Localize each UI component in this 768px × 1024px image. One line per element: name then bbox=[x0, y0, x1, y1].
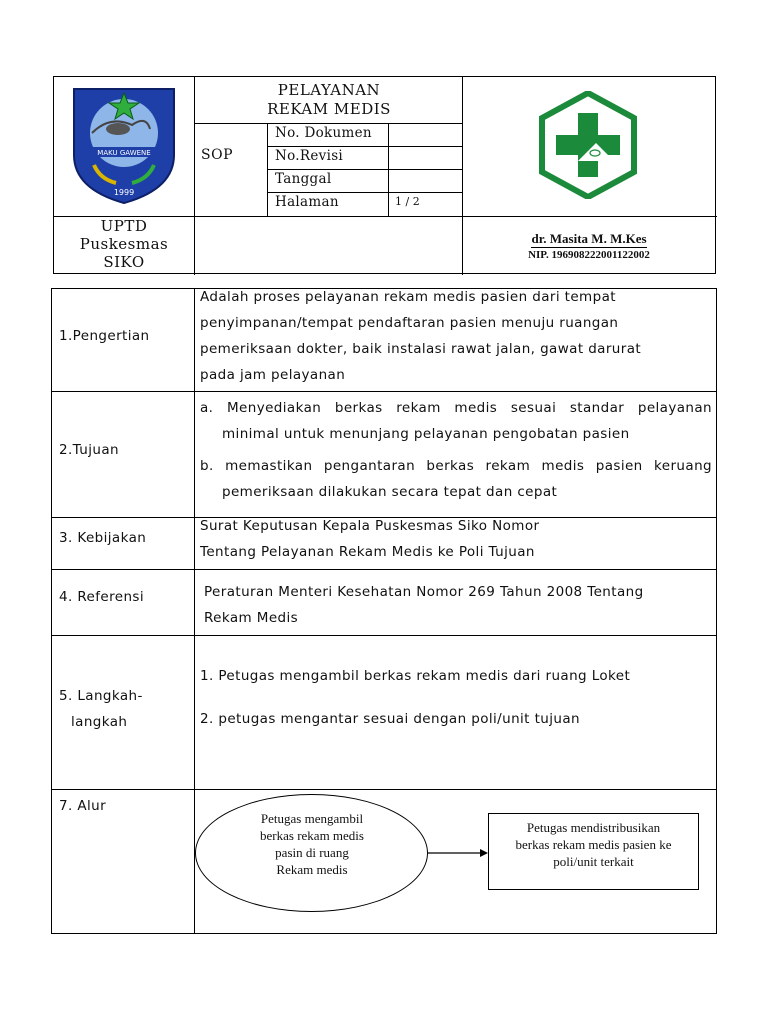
label-line: 5. Langkah- bbox=[59, 688, 143, 704]
header-divider bbox=[267, 146, 462, 147]
text-line: Rekam Medis bbox=[204, 610, 299, 626]
doc-field-label: No. Dokumen bbox=[275, 125, 372, 141]
header-divider bbox=[194, 77, 195, 275]
text-line: Petugas mengambil bbox=[260, 811, 364, 826]
section-label-kebijakan: 3. Kebijakan bbox=[59, 530, 147, 546]
column-divider bbox=[194, 289, 195, 933]
pengertian-text bbox=[200, 284, 712, 388]
doc-field-label: Tanggal bbox=[275, 171, 332, 187]
signatory-name-text: dr. Masita M. M.Kes bbox=[531, 231, 647, 246]
text-line: pada jam pelayanan bbox=[200, 367, 346, 383]
sop-header bbox=[53, 76, 716, 274]
header-divider bbox=[267, 192, 462, 193]
title-line: PELAYANAN bbox=[277, 81, 381, 99]
langkah-step-1: 1. Petugas mengambil berkas rekam medis dari ruang Loket bbox=[200, 668, 631, 684]
row-divider bbox=[52, 569, 716, 570]
flow-process-text bbox=[492, 819, 695, 870]
section-label-alur: 7. Alur bbox=[59, 798, 107, 814]
section-label-tujuan: 2.Tujuan bbox=[59, 442, 119, 458]
doc-field-value: 1 / 2 bbox=[395, 195, 420, 208]
text-line: pemeriksaan dokter, baik instalasi rawat jalan, gawat darurat bbox=[200, 341, 642, 357]
doc-field-label: Halaman bbox=[275, 194, 339, 210]
text-line: Rekam medis bbox=[276, 862, 348, 877]
text-line: b. memastikan pengantaran berkas rekam medis pasien keruang bbox=[200, 458, 712, 474]
text-line: Surat Keputusan Kepala Puskesmas Siko Nomor bbox=[200, 518, 540, 534]
section-label-langkah bbox=[59, 683, 143, 735]
district-emblem-logo bbox=[70, 85, 178, 205]
text-line: pasin di ruang bbox=[275, 845, 349, 860]
text-line: a. Menyediakan berkas rekam medis sesuai standar pelayanan bbox=[200, 400, 712, 416]
section-label-pengertian: 1.Pengertian bbox=[59, 328, 150, 344]
kebijakan-text bbox=[200, 513, 712, 565]
referensi-text bbox=[204, 579, 712, 631]
section-label-referensi: 4. Referensi bbox=[59, 589, 145, 605]
emblem-motto: MAKU GAWENE bbox=[97, 149, 151, 157]
tujuan-item-a bbox=[200, 395, 712, 447]
text-line: pemeriksaan dilakukan secara tepat dan cepat bbox=[222, 484, 558, 500]
signatory-nip: NIP. 196908222001122002 bbox=[528, 249, 650, 261]
flow-start-text bbox=[230, 810, 394, 878]
row-divider bbox=[52, 635, 716, 636]
text-line: Tentang Pelayanan Rekam Medis ke Poli Tujuan bbox=[200, 544, 535, 560]
emblem-year: 1999 bbox=[113, 188, 135, 197]
text-line: Peraturan Menteri Kesehatan Nomor 269 Tahun 2008 Tentang bbox=[204, 584, 644, 600]
org-line: SIKO bbox=[103, 253, 145, 271]
text-line: Petugas mendistribusikan bbox=[526, 820, 661, 835]
langkah-step-2: 2. petugas mengantar sesuai dengan poli/unit tujuan bbox=[200, 711, 580, 727]
text-line: poli/unit terkait bbox=[553, 854, 634, 869]
tujuan-item-b bbox=[200, 453, 712, 505]
header-divider bbox=[267, 169, 462, 170]
flow-arrow bbox=[428, 846, 488, 860]
doc-field-label: No.Revisi bbox=[275, 148, 344, 164]
title-line: REKAM MEDIS bbox=[267, 100, 391, 118]
header-divider bbox=[194, 123, 462, 124]
text-line: berkas rekam medis pasien ke bbox=[515, 837, 672, 852]
puskesmas-logo bbox=[538, 91, 638, 199]
row-divider bbox=[52, 789, 716, 790]
sop-label: SOP bbox=[201, 147, 233, 163]
row-divider bbox=[52, 391, 716, 392]
label-line: langkah bbox=[71, 714, 128, 730]
org-line: Puskesmas bbox=[79, 235, 169, 253]
document-title bbox=[196, 81, 462, 119]
sop-body-table bbox=[51, 288, 717, 934]
text-line: minimal untuk menunjang pelayanan pengobatan pasien bbox=[222, 426, 630, 442]
organization-name bbox=[54, 217, 194, 271]
signatory-name bbox=[462, 231, 716, 247]
text-line: penyimpanan/tempat pendaftaran pasien menuju ruangan bbox=[200, 315, 619, 331]
text-line: Adalah proses pelayanan rekam medis pasien dari tempat bbox=[200, 289, 616, 305]
org-line: UPTD bbox=[100, 217, 148, 235]
text-line: berkas rekam medis bbox=[260, 828, 364, 843]
